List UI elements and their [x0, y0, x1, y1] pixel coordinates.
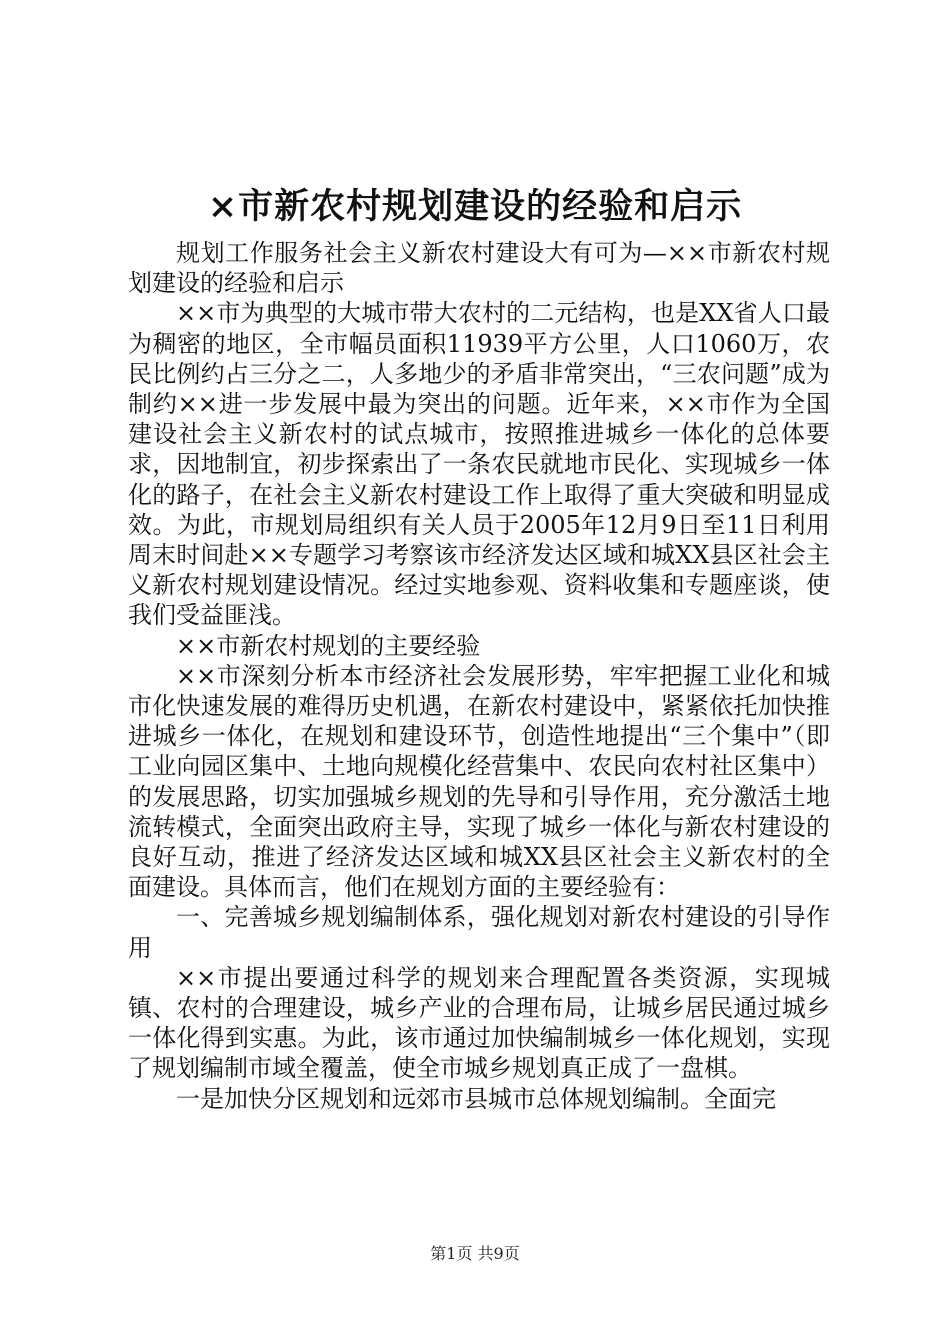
section-heading-one: 一、完善城乡规划编制体系，强化规划对新农村建设的引导作用	[128, 903, 830, 962]
paragraph-first-point: 一是加快分区规划和远郊市县城市总体规划编制。全面完	[176, 1084, 776, 1113]
document-body	[128, 238, 830, 1114]
document-title: ×市新农村规划建设的经验和启示	[207, 186, 743, 227]
paragraph-intro: ××市为典型的大城市带大农村的二元结构，也是XX省人口最为稠密的地区，全市幅员面积11939平方公里，人口1060万，农民比例约占三分之二，人多地少的矛盾非常突出，“三农问题”成为制约××进一步发展中最为突出的问题。近年来，××市作为全国建设社会主义新农村的试点城市，按照推进城乡一体化的总体要求，因地制宜，初步探索出了一条农民就地市民化、实现城乡一体化的路子，在社会主义新农村建设工作上取得了重大突破和明显成效。为此，市规划局组织有关人员于2005年12月9日至11日利用周末时间赴××专题学习考察该市经济发达区域和城XX县区社会主义新农村规划建设情况。经过实地参观、资料收集和专题座谈，使我们受益匪浅。	[128, 299, 830, 630]
section-heading-main-experience: ××市新农村规划的主要经验	[176, 631, 481, 660]
paragraph-subtitle: 规划工作服务社会主义新农村建设大有可为—××市新农村规划建设的经验和启示	[128, 239, 830, 298]
paragraph-analysis: ××市深刻分析本市经济社会发展形势，牢牢把握工业化和城市化快速发展的难得历史机遇，在新农村建设中，紧紧依托加快推进城乡一体化，在规划和建设环节，创造性地提出“三个集中”（即工业向园区集中、土地向规模化经营集中、农民向农村社区集中）的发展思路，切实加强城乡规划的先导和引导作用，充分激活土地流转模式，全面突出政府主导，实现了城乡一体化与新农村建设的良好互动，推进了经济发达区域和城XX县区社会主义新农村的全面建设。具体而言，他们在规划方面的主要经验有：	[128, 661, 830, 902]
paragraph-planning: ××市提出要通过科学的规划来合理配置各类资源，实现城镇、农村的合理建设，城乡产业的合理布局，让城乡居民通过城乡一体化得到实惠。为此，该市通过加快编制城乡一体化规划，实现了规划编制市域全覆盖，使全市城乡规划真正成了一盘棋。	[128, 963, 830, 1083]
page-footer: 第1页 共9页	[430, 1244, 520, 1263]
